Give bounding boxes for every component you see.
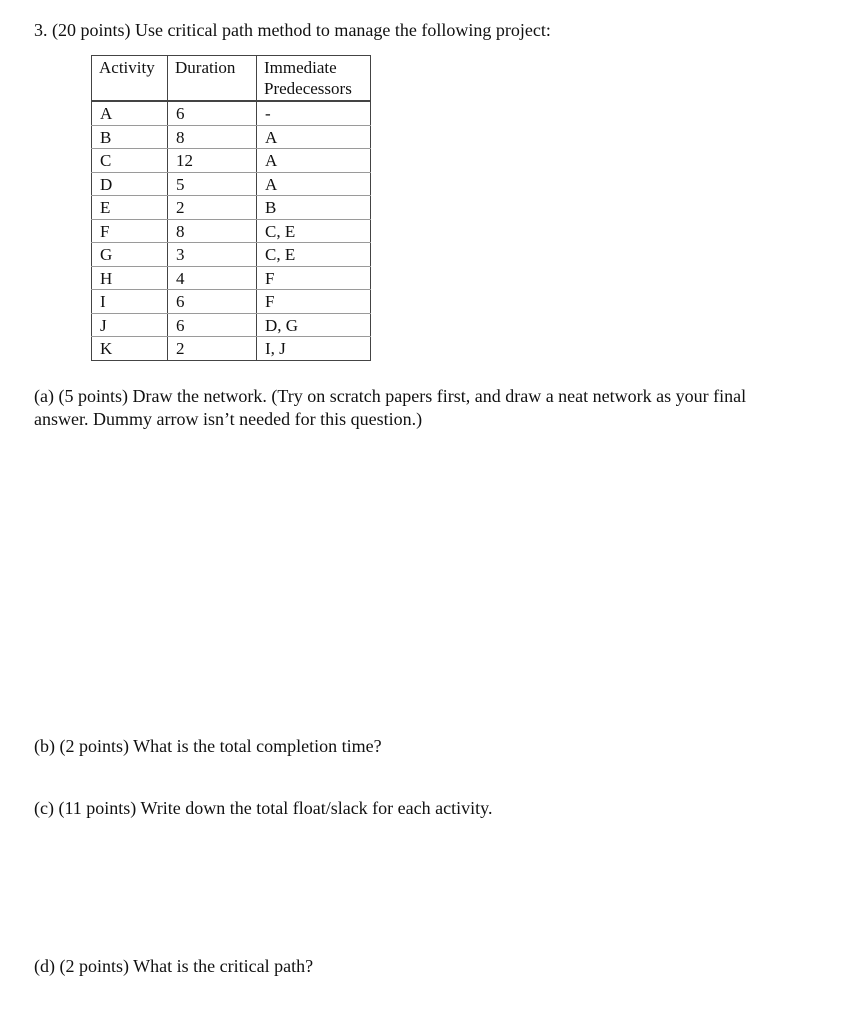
- part-a-text: (a) (5 points) Draw the network. (Try on scratch papers first, and draw a neat network as your final answer. Dummy arrow isn’t needed for this question.): [34, 386, 747, 429]
- table-row: [92, 219, 371, 243]
- cell-duration: 8: [168, 125, 257, 149]
- cell-duration: 4: [168, 266, 257, 290]
- table-row: [92, 290, 371, 314]
- cell-activity: G: [92, 243, 168, 267]
- table-row: [92, 243, 371, 267]
- table-row: [92, 149, 371, 173]
- table-row: [92, 266, 371, 290]
- cell-activity: K: [92, 337, 168, 361]
- header-predecessors-line1: Immediate: [264, 58, 337, 77]
- part-d-text: (d) (2 points) What is the critical path?: [34, 956, 314, 976]
- cell-predecessors: F: [257, 290, 371, 314]
- cell-activity: E: [92, 196, 168, 220]
- cell-duration: 8: [168, 219, 257, 243]
- cell-predecessors: F: [257, 266, 371, 290]
- cell-duration: 6: [168, 101, 257, 125]
- cell-predecessors: A: [257, 149, 371, 173]
- cell-predecessors: A: [257, 125, 371, 149]
- header-duration: Duration: [168, 56, 257, 102]
- cell-duration: 2: [168, 337, 257, 361]
- cell-duration: 5: [168, 172, 257, 196]
- header-predecessors-line2: Predecessors: [264, 79, 352, 98]
- cell-duration: 2: [168, 196, 257, 220]
- table-body: [92, 101, 371, 360]
- cell-predecessors: -: [257, 101, 371, 125]
- cell-duration: 3: [168, 243, 257, 267]
- cell-activity: I: [92, 290, 168, 314]
- header-activity: Activity: [92, 56, 168, 102]
- cell-activity: B: [92, 125, 168, 149]
- table-row: [92, 196, 371, 220]
- table-row: [92, 125, 371, 149]
- question-title: 3. (20 points) Use critical path method to manage the following project:: [34, 20, 551, 40]
- table-header-row: [92, 56, 371, 102]
- cell-activity: A: [92, 101, 168, 125]
- part-c-text: (c) (11 points) Write down the total float/slack for each activity.: [34, 798, 493, 818]
- cell-activity: F: [92, 219, 168, 243]
- cell-activity: D: [92, 172, 168, 196]
- part-b-text: (b) (2 points) What is the total completion time?: [34, 736, 382, 756]
- header-predecessors: [257, 56, 371, 102]
- cell-activity: J: [92, 313, 168, 337]
- table-row: [92, 101, 371, 125]
- table-row: [92, 313, 371, 337]
- cell-predecessors: A: [257, 172, 371, 196]
- cell-predecessors: C, E: [257, 243, 371, 267]
- activity-table: [91, 55, 371, 361]
- cell-duration: 6: [168, 290, 257, 314]
- cell-predecessors: B: [257, 196, 371, 220]
- cell-duration: 6: [168, 313, 257, 337]
- cell-duration: 12: [168, 149, 257, 173]
- cell-activity: C: [92, 149, 168, 173]
- cell-predecessors: C, E: [257, 219, 371, 243]
- table-row: [92, 337, 371, 361]
- cell-predecessors: D, G: [257, 313, 371, 337]
- cell-predecessors: I, J: [257, 337, 371, 361]
- table-row: [92, 172, 371, 196]
- cell-activity: H: [92, 266, 168, 290]
